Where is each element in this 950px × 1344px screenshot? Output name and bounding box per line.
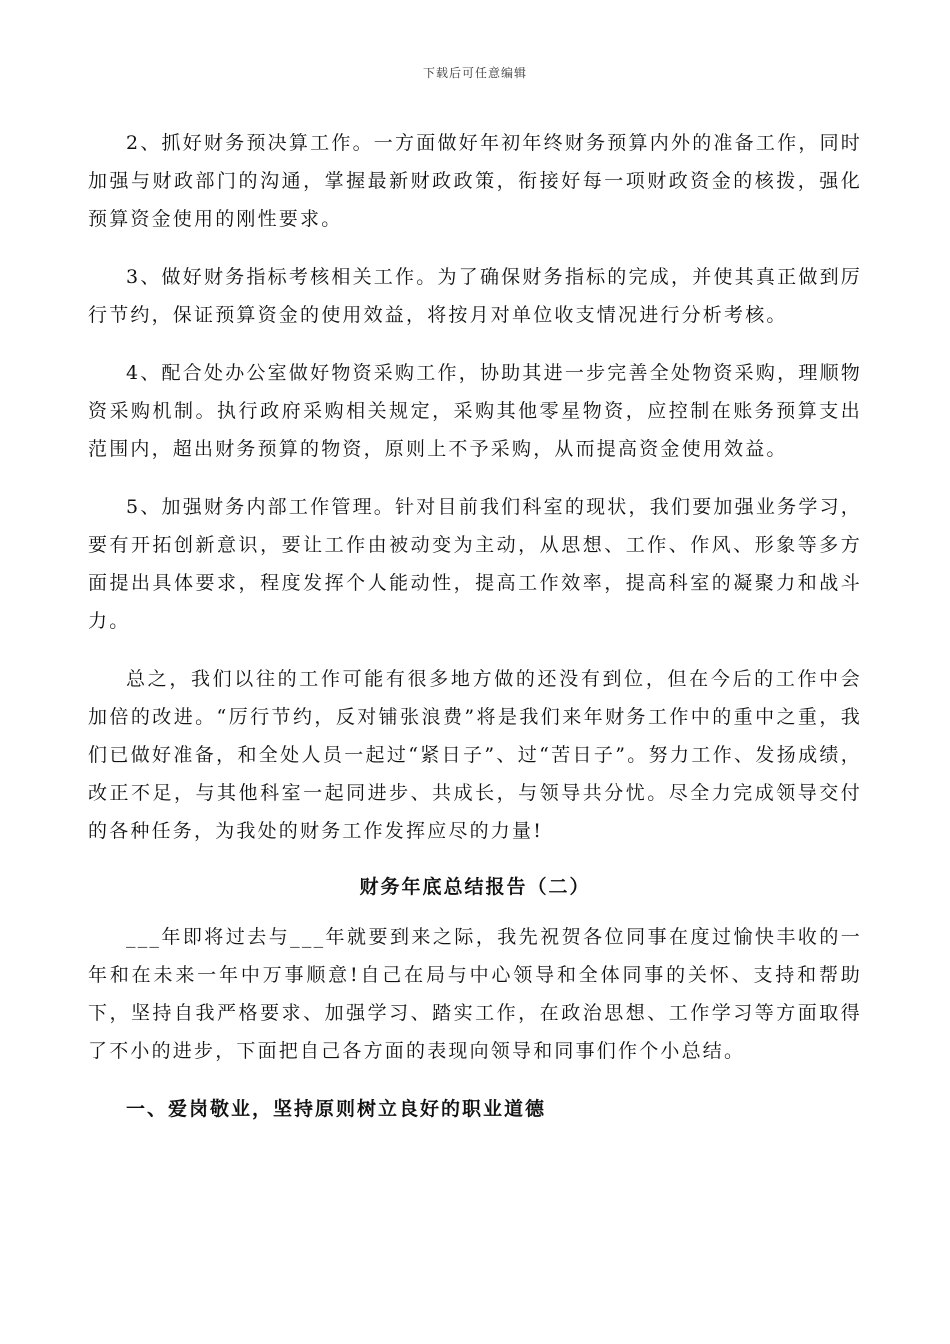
paragraph-intro: ___年即将过去与___年就要到来之际，我先祝贺各位同事在度过愉快丰收的一年和在未来一年中万事顺意!自己在局与中心领导和全体同事的关怀、支持和帮助下，坚持自我严格要求、加强学习、踏实工作，在政治思想、工作学习等方面取得了不小的进步，下面把自己各方面的表现向领导和同事们作个小总结。: [88, 926, 862, 1062]
paragraph-item-3: 3、做好财务指标考核相关工作。为了确保财务指标的完成，并使其真正做到厉行节约，保证预算资金的使用效益，将按月对单位收支情况进行分析考核。: [88, 266, 862, 326]
paragraph-item-2: 2、抓好财务预决算工作。一方面做好年初年终财务预算内外的准备工作，同时加强与财政部门的沟通，掌握最新财政政策，衔接好每一项财政资金的核拨，强化预算资金使用的刚性要求。: [88, 132, 862, 230]
paragraph-item-4: 4、配合处办公室做好物资采购工作，协助其进一步完善全处物资采购，理顺物资采购机制。执行政府采购相关规定，采购其他零星物资，应控制在账务预算支出范围内，超出财务预算的物资，原则上不予采购，从而提高资金使用效益。: [88, 362, 862, 460]
paragraph-item-5: 5、加强财务内部工作管理。针对目前我们科室的现状，我们要加强业务学习，要有开拓创新意识，要让工作由被动变为主动，从思想、工作、作风、形象等多方面提出具体要求，程度发挥个人能动性，提高工作效率，提高科室的凝聚力和战斗力。: [88, 496, 862, 632]
subheading: 一、爱岗敬业，坚持原则树立良好的职业道德: [126, 1098, 547, 1120]
paragraph-summary: 总之，我们以往的工作可能有很多地方做的还没有到位，但在今后的工作中会加倍的改进。“厉行节约，反对铺张浪费”将是我们来年财务工作中的重中之重，我们已做好准备，和全处人员一起过“紧日子”、过“苦日子”。努力工作、发扬成绩，改正不足，与其他科室一起同进步、共成长，与领导共分忧。尽全力完成领导交付的各种任务，为我处的财务工作发挥应尽的力量!: [88, 668, 862, 842]
document-body: [88, 124, 862, 1128]
header-note: 下载后可任意编辑: [422, 66, 527, 80]
section-title: 财务年底总结报告（二）: [359, 876, 591, 898]
